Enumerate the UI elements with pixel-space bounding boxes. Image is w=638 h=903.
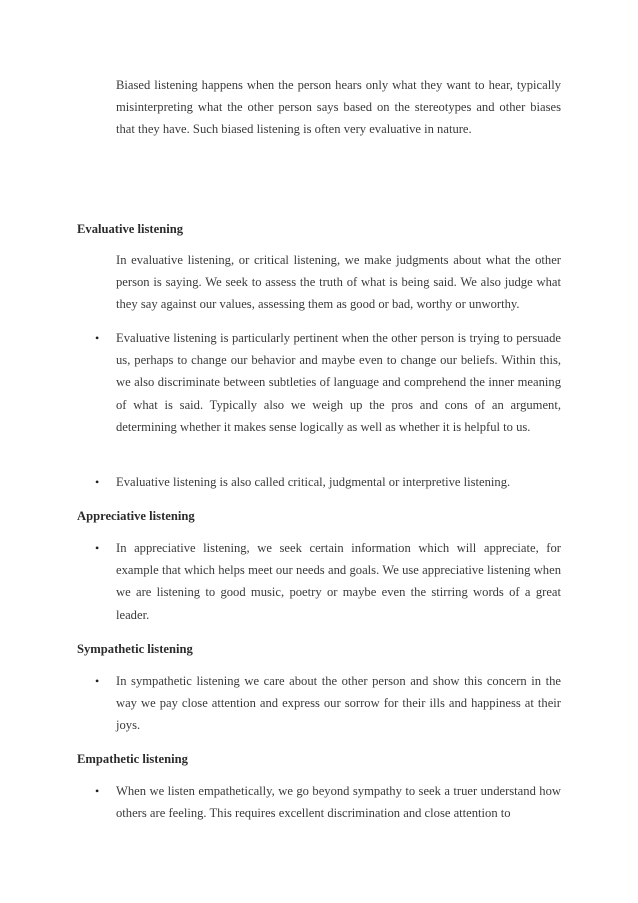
bullet-icon: • [95, 541, 100, 555]
list-item [95, 327, 561, 438]
list-item-text: Evaluative listening is particularly pertinent when the other person is trying to persuade us, perhaps to change our behavior and maybe even to change our beliefs. Within this, we also discriminate between subtleties of language and comprehend the inner meaning of what is said. Typically also we weigh up the pros and cons of an argument, determining whether it makes sense logically as well as whether it is helpful to us. [116, 331, 561, 434]
heading-appreciative-listening: Appreciative listening [77, 509, 195, 523]
list-item-text: When we listen empathetically, we go beyond sympathy to seek a truer understand how others are feeling. This requires excellent discrimination and close attention to [116, 784, 561, 821]
heading-empathetic-listening: Empathetic listening [77, 752, 188, 766]
list-item-text: In appreciative listening, we seek certain information which will appreciate, for example that which helps meet our needs and goals. We use appreciative listening when we are listening to good music, poetry or maybe even the stirring words of a great leader. [116, 541, 561, 622]
list-item-text: In sympathetic listening we care about the other person and show this concern in the way we pay close attention and express our sorrow for their ills and happiness at their joys. [116, 674, 561, 733]
list-item [95, 780, 561, 824]
intro-paragraph: Biased listening happens when the person hears only what they want to hear, typically misinterpreting what the other person says based on the stereotypes and other biases that they have. Such biased listening is often very evaluative in nature. [116, 78, 561, 137]
heading-evaluative-listening: Evaluative listening [77, 222, 184, 236]
bullet-icon: • [95, 784, 100, 798]
list-item [95, 471, 561, 493]
list-item [95, 537, 561, 626]
evaluative-paragraph: In evaluative listening, or critical listening, we make judgments about what the other person is saying. We seek to assess the truth of what is being said. We also judge what they say against our values, assessing them as good or bad, worthy or unworthy. [116, 253, 561, 312]
bullet-icon: • [95, 674, 100, 688]
bullet-icon: • [95, 331, 100, 345]
list-item [95, 670, 561, 737]
list-item-text: Evaluative listening is also called critical, judgmental or interpretive listening. [116, 475, 511, 489]
bullet-icon: • [95, 475, 100, 489]
heading-sympathetic-listening: Sympathetic listening [77, 642, 193, 656]
